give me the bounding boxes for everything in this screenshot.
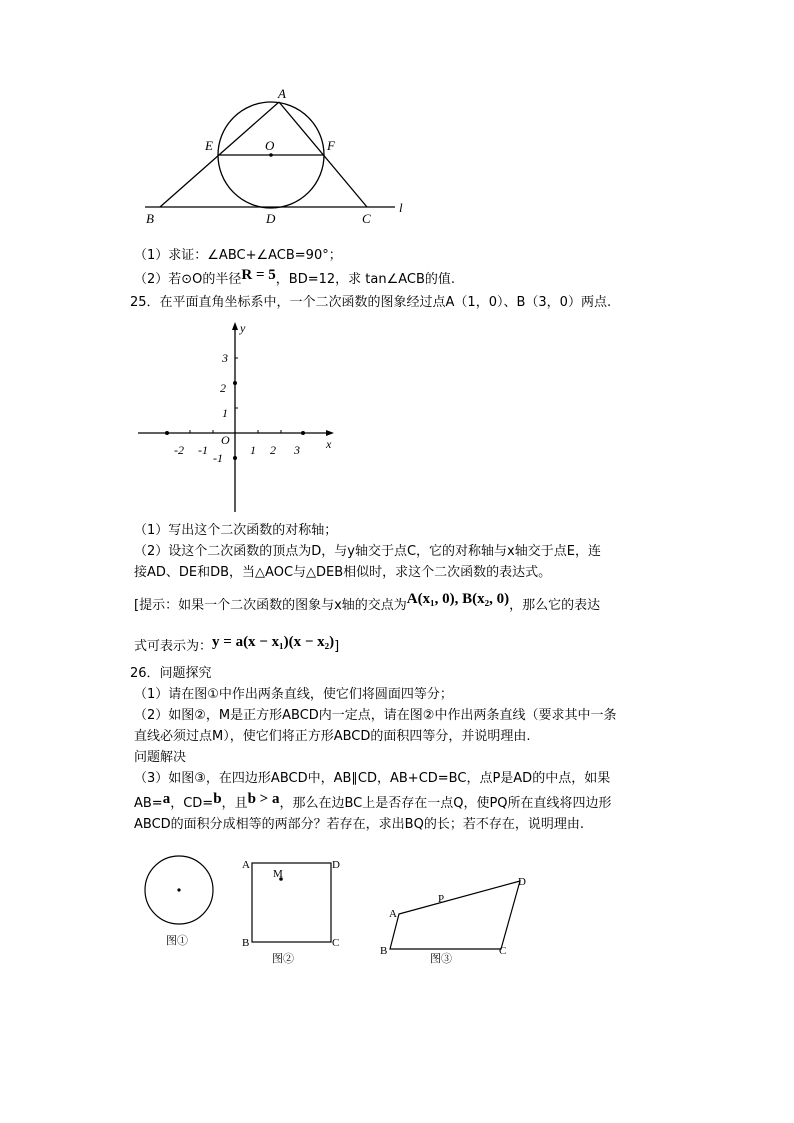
q24-part2-text-a: （2）若⊙O的半径 <box>134 272 242 287</box>
x-axis-label: x <box>326 437 332 451</box>
hint-text-b: ，那么它的表达 <box>509 598 601 613</box>
quad-label-c: C <box>499 945 507 957</box>
p3-text-a: AB= <box>134 796 163 811</box>
x-tick-neg2: -2 <box>174 443 184 457</box>
point-neg3 <box>165 431 169 435</box>
q26-part2-line1: （2）如图②，M是正方形ABCD内一定点，请在图②中作出两条直线（要求其中一条 <box>134 708 617 723</box>
p3-text-d: ，那么在边BC上是否存在一点Q，使PQ所在直线将四边形 <box>279 796 612 811</box>
quad-label-b: B <box>380 945 388 957</box>
y-tick-1: 1 <box>222 406 228 420</box>
x-tick-neg1: -1 <box>198 443 208 457</box>
point-x3 <box>301 431 305 435</box>
x-tick-2: 2 <box>270 443 276 457</box>
label-o: O <box>265 138 275 153</box>
label-b: B <box>146 211 154 226</box>
sq-label-a: A <box>242 859 250 871</box>
label-f: F <box>327 138 335 153</box>
q24-part2-text-b: ，BD=12，求 tan∠ACB的值. <box>275 272 456 287</box>
q25-stem: 25．在平面直角坐标系中，一个二次函数的图象经过点A（1，0）、B（3，0）两点. <box>130 295 612 310</box>
inequality-b-gt-a: b > a <box>247 791 280 807</box>
y-tick-neg1: -1 <box>213 451 223 465</box>
q24-part2 <box>134 267 456 289</box>
var-a: a <box>162 791 171 807</box>
q24-part1: （1）求证：∠ABC+∠ACB=90°； <box>134 248 342 263</box>
sq-label-c: C <box>332 937 340 949</box>
q26-solve-heading: 问题解决 <box>134 750 187 765</box>
y-tick-2: 2 <box>220 381 226 395</box>
coordinate-axes <box>135 318 345 518</box>
label-e: E <box>205 138 213 153</box>
q26-figures <box>135 850 535 970</box>
quad-label-a: A <box>389 908 397 920</box>
q26-part3-line2 <box>134 791 612 813</box>
quad-label-d: D <box>518 876 526 888</box>
x-tick-3: 3 <box>294 443 300 457</box>
quad-label-p: P <box>438 893 445 905</box>
q25-part1: （1）写出这个二次函数的对称轴； <box>134 523 338 538</box>
label-a: A <box>278 86 286 101</box>
p3-text-b: ，CD= <box>170 796 214 811</box>
hint-text-a: [提示：如果一个二次函数的图象与x轴的交点为 <box>134 598 407 613</box>
sq-label-b: B <box>242 937 250 949</box>
q25-hint-line1 <box>134 591 601 615</box>
factored-form-formula: y = a(x − x₁)(x − x₂) <box>212 634 335 650</box>
label-c: C <box>362 211 371 226</box>
q26-part2-line2: 直线必须过点M），使它们将正方形ABCD的面积四等分，并说明理由. <box>134 729 531 744</box>
x-axis-arrow <box>326 430 334 436</box>
intercept-points-formula: A(x₁, 0), B(x₂, 0) <box>406 591 510 607</box>
q25-part2-line2: 接AD、DE和DB，当△AOC与△DEB相似时，求这个二次函数的表达式。 <box>134 565 552 580</box>
q26-part3-line1: （3）如图③，在四边形ABCD中，AB∥CD，AB+CD=BC，点P是AD的中点，如果 <box>134 771 611 786</box>
fig1-caption: 图① <box>166 935 188 947</box>
y-axis-label: y <box>240 321 246 335</box>
q26-title: 26．问题探究 <box>130 666 212 681</box>
q25-part2-line1: （2）设这个二次函数的顶点为D，与y轴交于点C，它的对称轴与x轴交于点E，连 <box>134 544 601 559</box>
y-tick-3: 3 <box>222 351 228 365</box>
fig3-caption: 图③ <box>430 953 452 965</box>
point-y2 <box>233 381 237 385</box>
q25-hint-line2 <box>134 634 340 656</box>
circle-tangent-figure <box>140 80 430 230</box>
fig2-square <box>252 863 331 942</box>
q26-part3-line3: ABCD的面积分成相等的两部分？若存在，求出BQ的长；若不存在，说明理由. <box>134 817 584 832</box>
label-d: D <box>266 211 276 226</box>
center-dot <box>269 153 273 157</box>
fig1-center <box>177 888 180 891</box>
point-yneg1 <box>233 456 237 460</box>
label-l: l <box>399 200 403 215</box>
p3-text-c: ，且 <box>221 796 248 811</box>
hint-text-d: ] <box>334 639 340 654</box>
fig3-quadrilateral <box>390 881 520 949</box>
fig2-caption: 图② <box>272 953 294 965</box>
sq-label-m: M <box>273 868 283 880</box>
sq-label-d: D <box>332 859 340 871</box>
var-b: b <box>213 791 222 807</box>
q26-part1: （1）请在图①中作出两条直线，使它们将圆面四等分； <box>134 687 453 702</box>
hint-text-c: 式可表示为： <box>134 639 213 654</box>
origin-label: O <box>221 433 230 447</box>
y-axis-arrow <box>232 322 238 330</box>
radius-formula: R = 5 <box>241 267 276 283</box>
x-tick-1: 1 <box>250 443 256 457</box>
